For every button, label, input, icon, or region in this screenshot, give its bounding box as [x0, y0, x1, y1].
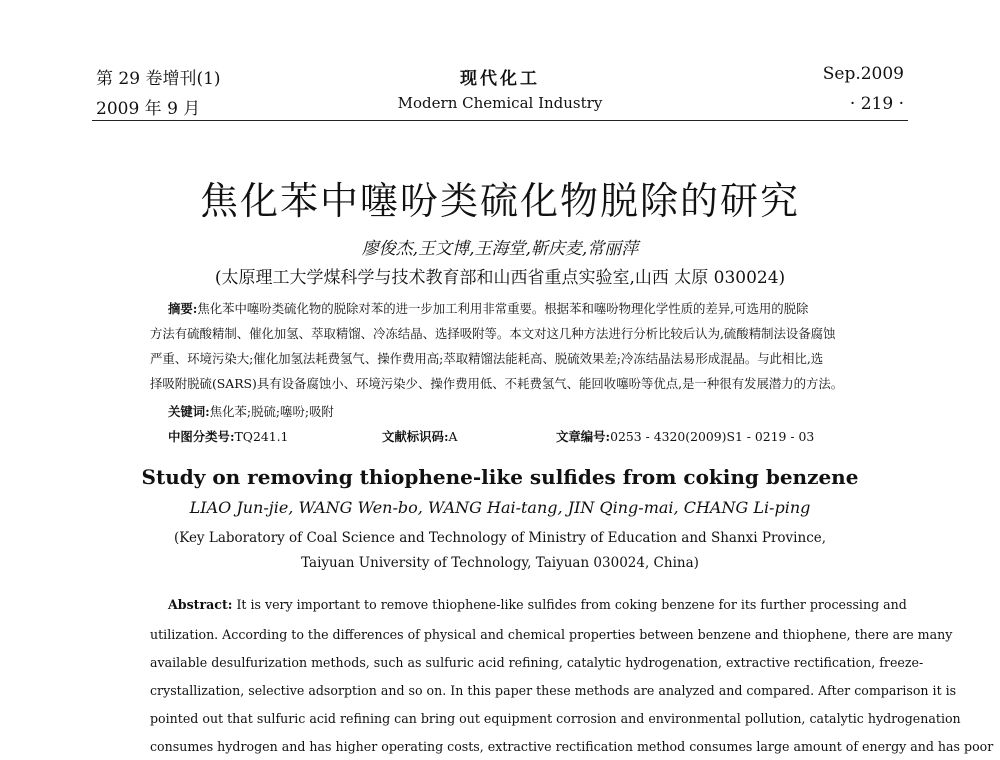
keywords-cn	[168, 402, 334, 420]
affiliation-en-line-2: Taiyuan University of Technology, Taiyuan 030024, China)	[301, 555, 699, 571]
page-number: · 219 ·	[849, 94, 904, 114]
abstract-en-line-6: consumes hydrogen and has higher operating costs, extractive rectification method consumes large amount of energy and has poor	[150, 739, 994, 754]
clc-number	[168, 427, 288, 445]
title-cn: 焦化苯中噻吩类硫化物脱除的研究	[199, 179, 800, 223]
abstract-en-text-1: It is very important to remove thiophene-like sulfides from coking benzene for its further processing and	[236, 597, 907, 612]
authors-en: LIAO Jun-jie, WANG Wen-bo, WANG Hai-tang, JIN Qing-mai, CHANG Li-ping	[189, 498, 811, 517]
affiliation-cn: (太原理工大学煤科学与技术教育部和山西省重点实验室,山西 太原 030024)	[214, 268, 786, 288]
date-cn: 2009 年 9 月	[96, 99, 201, 119]
journal-name-cn: 现代化工	[460, 69, 540, 89]
abstract-en-line-4: crystallization, selective adsorption and so on. In this paper these methods are analyzed and compared. After comparison it is	[150, 683, 957, 698]
abstract-cn-line-1	[168, 299, 898, 317]
clc-label: 中图分类号:	[168, 429, 235, 444]
title-en: Study on removing thiophene-like sulfides from coking benzene	[141, 465, 859, 489]
doc-code-value: A	[448, 429, 458, 444]
document-code	[382, 427, 457, 445]
clc-value: TQ241.1	[234, 429, 289, 444]
abstract-cn-line-3: 严重、环境污染大;催化加氢法耗费氢气、操作费用高;萃取精馏法能耗高、脱硫效果差;冷冻结晶法易形成混晶。与此相比,选	[150, 351, 824, 366]
article-value: 0253 - 4320(2009)S1 - 0219 - 03	[610, 429, 815, 444]
abstract-cn-line-2: 方法有硫酸精制、催化加氢、萃取精馏、冷冻结晶、选择吸附等。本文对这几种方法进行分析比较后认为,硫酸精制法设备腐蚀	[150, 326, 836, 341]
journal-name-en: Modern Chemical Industry	[397, 94, 603, 112]
header-row-2	[96, 94, 904, 119]
abstract-en-line-3: available desulfurization methods, such as sulfuric acid refining, catalytic hydrogenation, extractive rectification, freeze-	[150, 655, 924, 670]
header-row-1	[96, 64, 904, 89]
volume-issue: 第 29 卷增刊(1)	[96, 69, 221, 89]
article-number	[556, 427, 814, 445]
date-en: Sep.2009	[822, 64, 904, 84]
keywords-cn-label: 关键词:	[168, 404, 210, 419]
abstract-cn-line-4: 择吸附脱硫(SARS)具有设备腐蚀小、环境污染少、操作费用低、不耗费氢气、能回收噻吩等优点,是一种很有发展潜力的方法。	[150, 376, 844, 391]
doc-code-label: 文献标识码:	[382, 429, 449, 444]
affiliation-en-line-1: (Key Laboratory of Coal Science and Technology of Ministry of Education and Shanxi Province,	[173, 530, 827, 546]
keywords-cn-text: 焦化苯;脱硫;噻吩;吸附	[209, 404, 334, 419]
article-label: 文章编号:	[556, 429, 611, 444]
abstract-en-line-5: pointed out that sulfuric acid refining can bring out equipment corrosion and environmental pollution, catalytic hydrogenation	[150, 711, 961, 726]
abstract-cn-text-1: 焦化苯中噻吩类硫化物的脱除对苯的进一步加工利用非常重要。根据苯和噻吩物理化学性质的差异,可选用的脱除	[197, 301, 809, 316]
abstract-cn-label: 摘要:	[168, 301, 198, 316]
header-rule	[92, 120, 908, 121]
abstract-en-label: Abstract:	[168, 597, 233, 612]
abstract-en-line-1	[168, 597, 907, 612]
authors-cn: 廖俊杰,王文博,王海堂,靳庆麦,常丽萍	[361, 239, 639, 259]
abstract-en-line-2: utilization. According to the differences of physical and chemical properties between benzene and thiophene, there are many	[150, 627, 953, 642]
